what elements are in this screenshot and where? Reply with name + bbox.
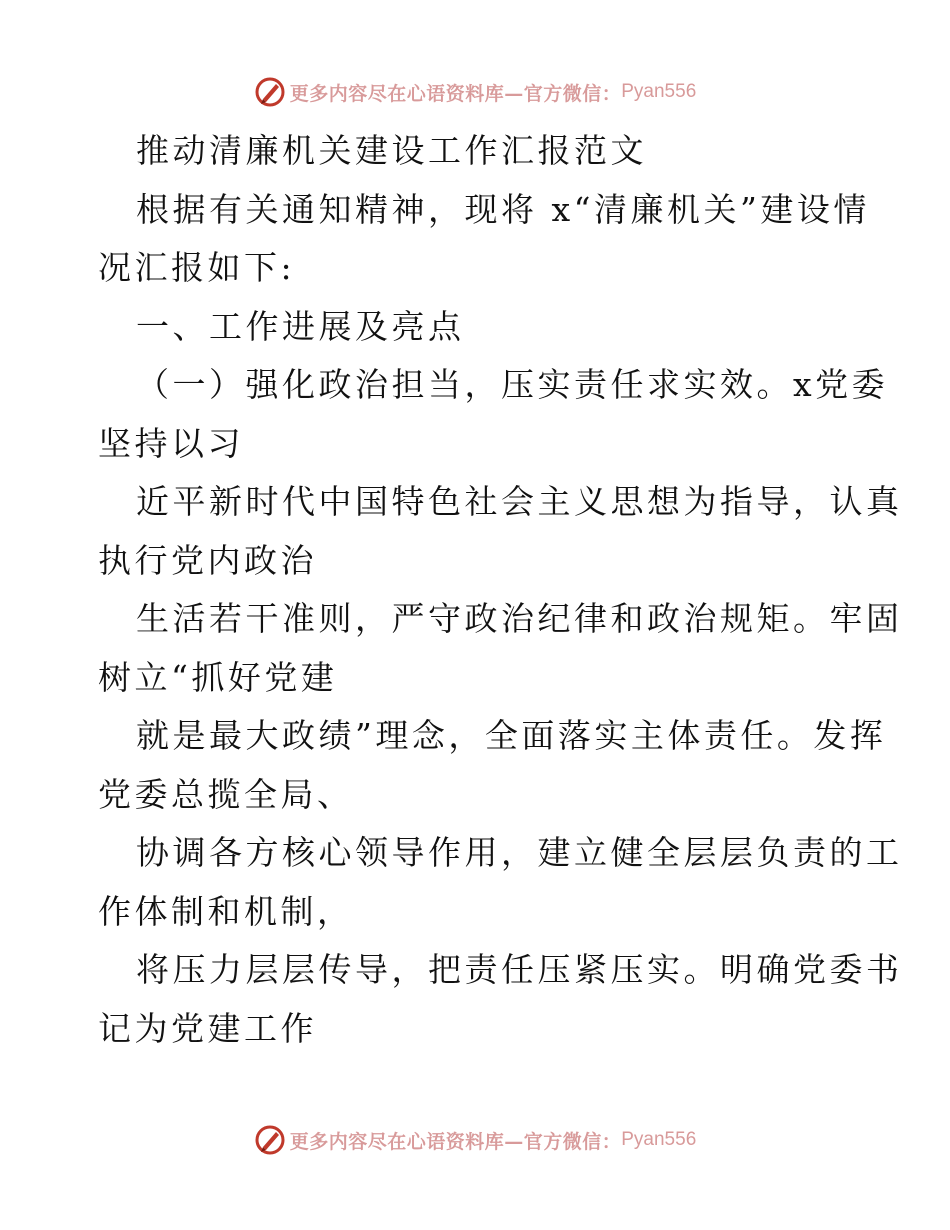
paragraph-line: 近平新时代中国特色社会主义思想为指导，认真: [136, 482, 903, 521]
paragraph-line: 协调各方核心领导作用，建立健全层层负责的工: [136, 833, 903, 872]
paragraph-line: 记为党建工作: [98, 1008, 317, 1048]
paragraph-line: 就是最大政绩”理念，全面落实主体责任。发挥: [136, 716, 887, 755]
section-heading: 一、工作进展及亮点: [136, 306, 465, 346]
header-watermark: [0, 72, 950, 112]
paragraph-line: 将压力层层传导，把责任压紧压实。明确党委书: [136, 950, 903, 989]
paragraph-line: 坚持以习: [98, 423, 244, 463]
document-title: 推动清廉机关建设工作汇报范文: [136, 131, 647, 170]
paragraph-line: 况汇报如下:: [98, 248, 296, 287]
pen-logo-icon: [254, 76, 286, 108]
paragraph-line: 树立“抓好党建: [98, 657, 338, 697]
watermark-wechat-id: Pyan556: [621, 1129, 697, 1150]
watermark-wechat-id: Pyan556: [621, 81, 697, 102]
paragraph-line: 执行党内政治: [98, 540, 317, 580]
pen-logo-icon: [254, 1124, 286, 1156]
paragraph-line: 生活若干准则，严守政治纪律和政治规矩。牢固: [136, 599, 903, 638]
paragraph-line: 作体制和机制，: [98, 891, 354, 931]
paragraph-line: （一）强化政治担当，压实责任求实效。x党委: [136, 365, 889, 404]
watermark-text: 更多内容尽在心语资料库—官方微信：: [289, 82, 622, 105]
footer-watermark: [0, 1120, 950, 1160]
paragraph-line: 根据有关通知精神，现将 x“清廉机关”建设情: [136, 189, 870, 229]
watermark-text: 更多内容尽在心语资料库—官方微信：: [289, 1130, 622, 1153]
paragraph-line: 党委总揽全局、: [98, 774, 354, 814]
document-body: [98, 122, 903, 1058]
